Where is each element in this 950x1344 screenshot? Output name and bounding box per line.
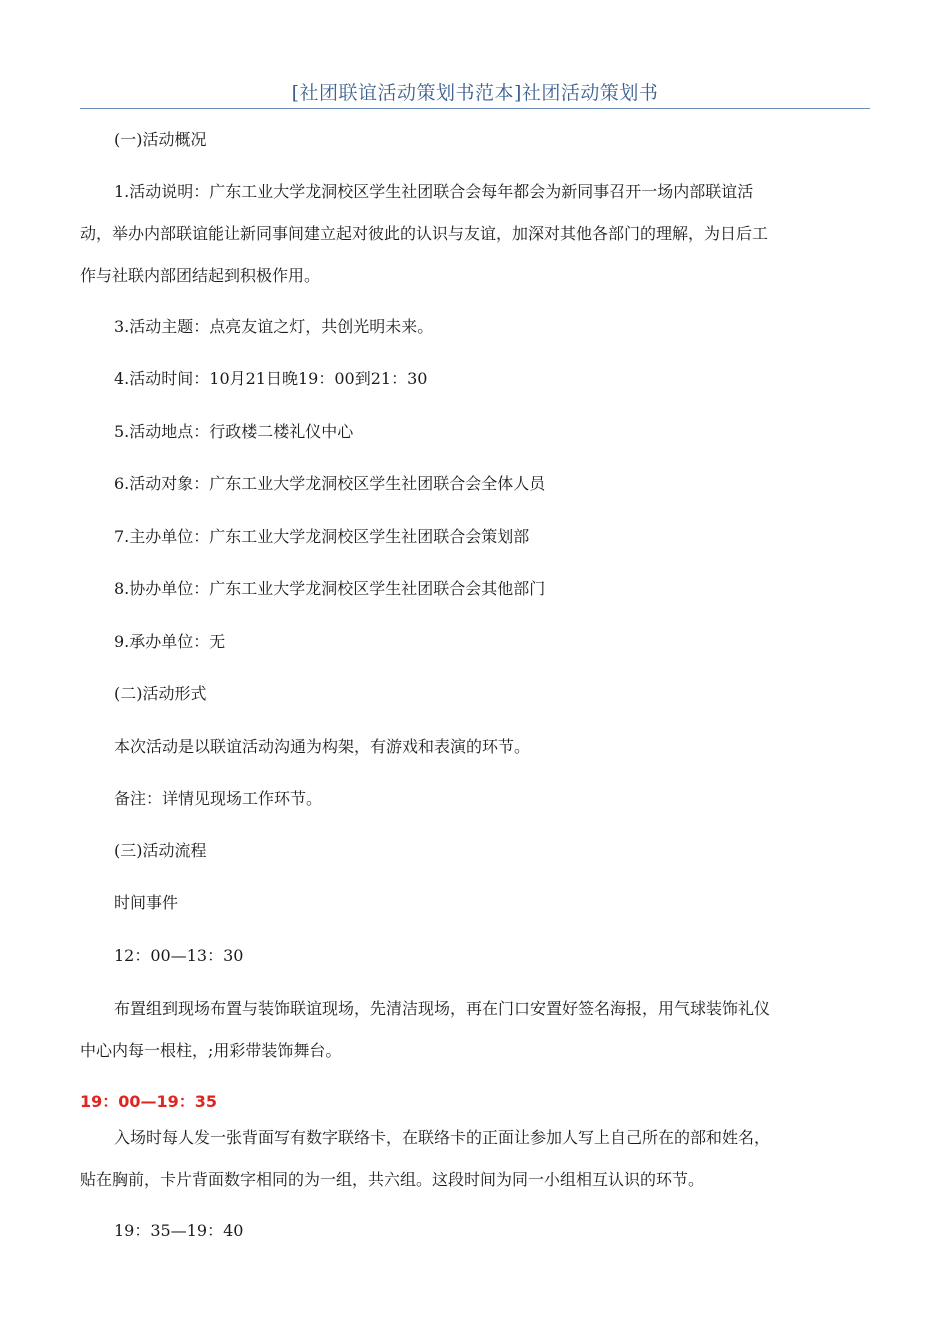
overview-heading: (一)活动概况 [114, 130, 207, 149]
slot-1-description-line-1: 布置组到现场布置与装饰联谊现场，先清洁现场，再在门口安置好签名海报，用气球装饰礼仪 [114, 999, 771, 1018]
slot-2-description-line-2: 贴在胸前，卡片背面数字相同的为一组，共六组。这段时间为同一小组相互认识的环节。 [80, 1170, 705, 1189]
activity-description-line-1: 1.活动说明：广东工业大学龙洞校区学生社团联合会每年都会为新同事召开一场内部联谊活 [114, 182, 754, 201]
flow-heading: (三)活动流程 [114, 841, 207, 860]
activity-location: 5.活动地点：行政楼二楼礼仪中心 [114, 422, 354, 441]
document-title: [社团联谊活动策划书范本]社团活动策划书 [291, 82, 659, 104]
activity-co-organizer: 8.协办单位：广东工业大学龙洞校区学生社团联合会其他部门 [114, 579, 546, 598]
activity-participants: 6.活动对象：广东工业大学龙洞校区学生社团联合会全体人员 [114, 474, 546, 493]
slot-2-time-highlight: 19：00—19：35 [80, 1092, 218, 1111]
activity-time: 4.活动时间：10月21日晚19：00到21：30 [114, 369, 428, 388]
slot-1-time: 12：00—13：30 [114, 946, 244, 965]
title-underline [80, 108, 870, 109]
time-event-header: 时间事件 [114, 893, 179, 912]
form-description: 本次活动是以联谊活动沟通为构架，有游戏和表演的环节。 [114, 737, 531, 756]
activity-undertaker: 9.承办单位：无 [114, 632, 226, 651]
form-note: 备注：详情见现场工作环节。 [114, 789, 323, 808]
slot-3-time: 19：35—19：40 [114, 1221, 244, 1240]
slot-2-description-line-1: 入场时每人发一张背面写有数字联络卡，在联络卡的正面让参加人写上自己所在的部和姓名， [114, 1128, 771, 1147]
form-heading: (二)活动形式 [114, 684, 207, 703]
activity-description-line-3: 作与社联内部团结起到积极作用。 [80, 266, 321, 285]
slot-1-description-line-2: 中心内每一根柱，;用彩带装饰舞台。 [80, 1041, 342, 1060]
activity-theme: 3.活动主题：点亮友谊之灯，共创光明未来。 [114, 317, 434, 336]
activity-description-line-2: 动，举办内部联谊能让新同事间建立起对彼此的认识与友谊，加深对其他各部门的理解，为日后工 [80, 224, 769, 243]
activity-organizer: 7.主办单位：广东工业大学龙洞校区学生社团联合会策划部 [114, 527, 530, 546]
